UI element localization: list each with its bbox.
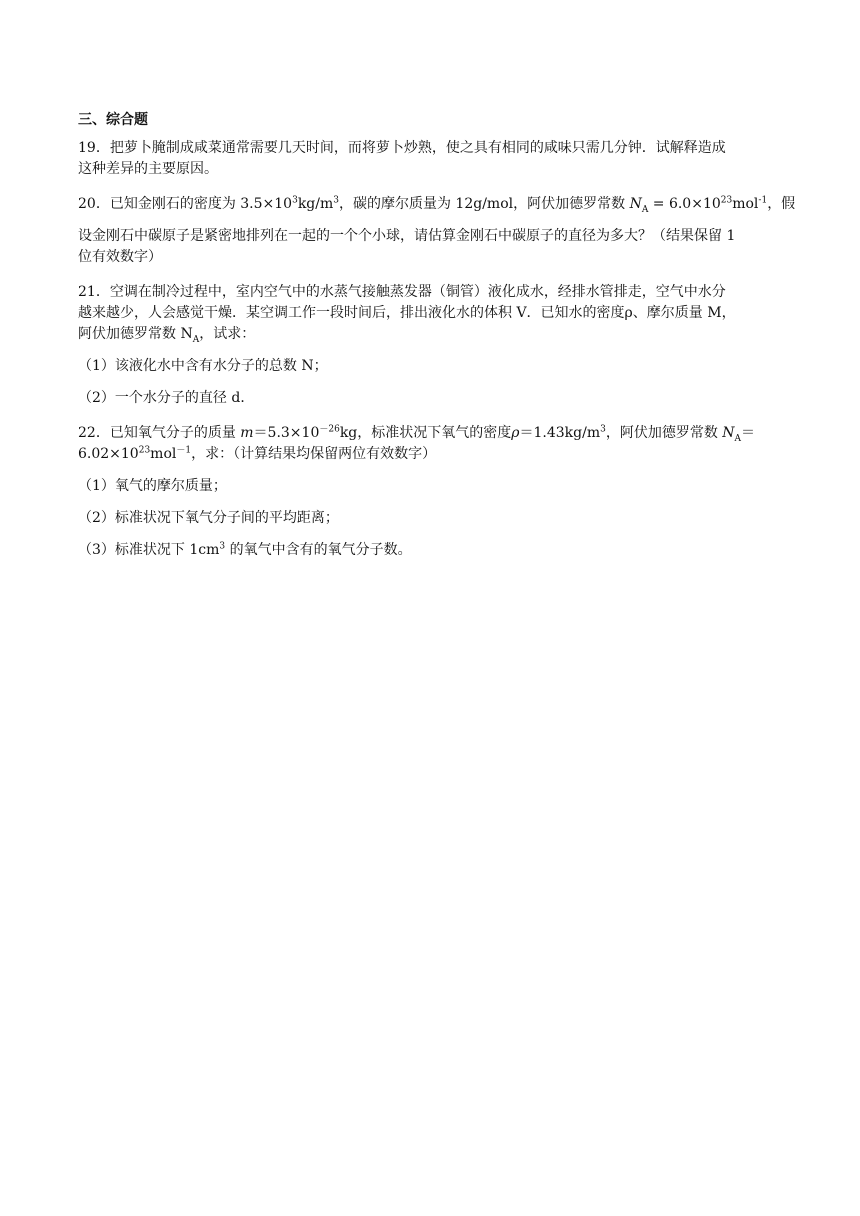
q21-subquestion-1: （1）该液化水中含有水分子的总数 N； (78, 358, 328, 374)
document-page (78, 110, 796, 561)
q21-line-3 (78, 324, 784, 345)
q22-line-2 (78, 444, 784, 465)
q22-exponent: 3 (600, 424, 606, 435)
section-title: 三、综合题 (78, 112, 148, 128)
q20-text: = 6.0×10 (648, 196, 721, 212)
q20-subscript: A (641, 204, 649, 215)
q22-exponent: 3 (219, 541, 226, 552)
q22-unit: mol (150, 446, 177, 462)
q20-unit: kg/m (297, 196, 334, 212)
q20-exponent: 3 (292, 195, 298, 206)
q22-line-1 (78, 423, 784, 444)
q22-subquestion-1: （1）氧气的摩尔质量； (78, 478, 227, 494)
q20-exponent: 3 (333, 195, 339, 206)
q21-text: 阿伏加德罗常数 N (78, 326, 193, 342)
q22-subscript: A (734, 433, 742, 444)
q21-line-2: 越来越少，人会感觉干燥．某空调工作一段时间后，排出液化水的体积 V．已知水的密度ρ、摩尔质量 M， (78, 305, 736, 321)
q22-text: ＝1.43kg/m (519, 425, 601, 441)
q21-text: ，试求： (199, 326, 256, 342)
question-22 (78, 423, 784, 561)
q22-exponent: －1 (176, 445, 192, 456)
q19-line-1: 19．把萝卜腌制成咸菜通常需要几天时间，而将萝卜炒熟，使之具有相同的咸味只需几分钟．试解释造成 (78, 140, 726, 156)
q22-variable: m (240, 425, 254, 441)
q20-exponent: 23 (720, 195, 733, 206)
question-21 (78, 282, 784, 409)
q20-text: ，假 (767, 196, 796, 212)
q22-text: ＝ (741, 425, 756, 441)
q22-variable: ρ (511, 425, 520, 441)
q22-text: kg，标准状况下氧气的密度 (339, 425, 512, 441)
q22-text: 22．已知氧气分子的质量 (78, 425, 241, 441)
q22-text: （3）标准状况下 1cm (78, 542, 220, 558)
q20-unit: mol (732, 196, 759, 212)
q22-exponent: －26 (319, 424, 340, 435)
q22-text: ＝5.3×10 (253, 425, 320, 441)
q20-text: ，碳的摩尔质量为 12g/mol，阿伏加德罗常数 (338, 196, 630, 212)
q22-exponent: 23 (138, 445, 151, 456)
q21-line-1: 21．空调在制冷过程中，室内空气中的水蒸气接触蒸发器（铜管）液化成水，经排水管排走，空气中水分 (78, 284, 726, 300)
q22-text: 的氧气中含有的氧气分子数。 (225, 542, 412, 558)
q19-line-2: 这种差异的主要原因。 (78, 161, 218, 177)
q20-text: 20．已知金刚石的密度为 3.5×10 (78, 196, 293, 212)
q20-line-1 (78, 194, 796, 215)
q22-text: 6.02×10 (78, 446, 139, 462)
question-20 (78, 194, 796, 268)
question-19 (78, 138, 784, 180)
q20-line-3: 位有效数字） (78, 249, 162, 265)
q22-subquestion-3 (78, 540, 784, 561)
q22-text: ，阿伏加德罗常数 (605, 425, 723, 441)
q21-subquestion-2: （2）一个水分子的直径 d． (78, 390, 255, 406)
q20-exponent: -1 (758, 195, 768, 206)
q20-variable: N (629, 196, 642, 212)
q20-line-2: 设金刚石中碳原子是紧密地排列在一起的一个个小球，请估算金刚石中碳原子的直径为多大？（结果保留 1 (78, 228, 736, 244)
q22-text: ，求：（计算结果均保留两位有效数字） (191, 446, 437, 462)
q21-subscript: A (192, 334, 200, 345)
q22-variable: N (722, 425, 735, 441)
q22-subquestion-2: （2）标准状况下氧气分子间的平均距离； (78, 510, 339, 526)
